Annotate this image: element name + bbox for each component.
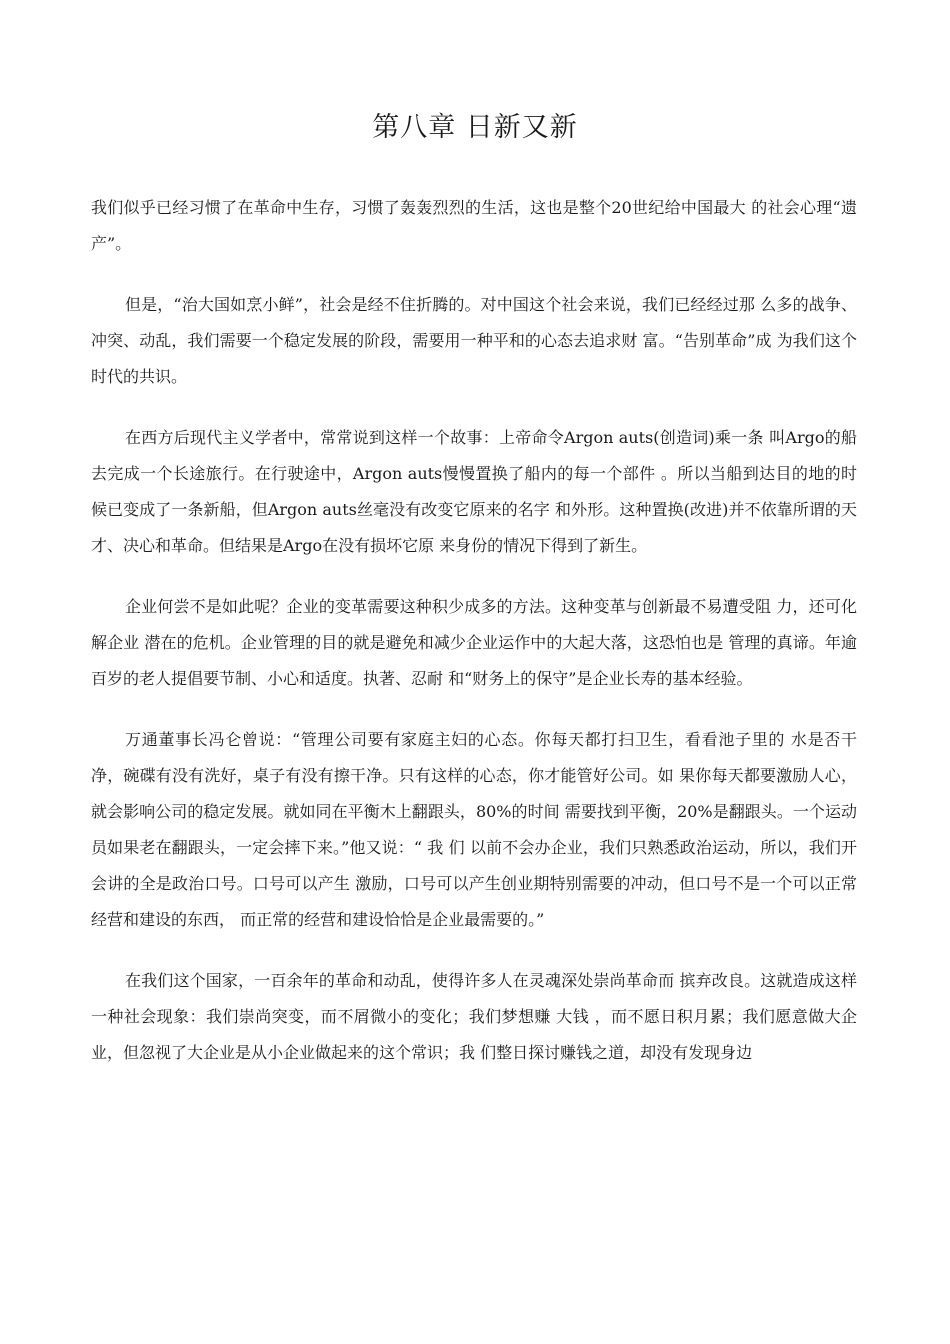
- paragraph-1: 我们似乎已经习惯了在革命中生存，习惯了轰轰烈烈的生活，这也是整个20世纪给中国最大 的社会心理“遗产”。: [91, 198, 857, 253]
- paragraph-4: 企业何尝不是如此呢？企业的变革需要这种积少成多的方法。这种变革与创新最不易遭受阻 力，还可化解企业 潜在的危机。企业管理的目的就是避免和减少企业运作中的大起大落，这恐怕也是 管理的真谛。年逾百岁的老人提倡要节制、小心和适度。执著、忍耐 和“财务上的保守”是企业长寿的基本经验。: [91, 597, 857, 688]
- paragraph-5: 万通董事长冯仑曾说：“管理公司要有家庭主妇的心态。你每天都打扫卫生，看看池子里的 水是否干净，碗碟有没有洗好，桌子有没有擦干净。只有这样的心态，你才能管好公司。如 果你每天都要激励人心，就会影响公司的稳定发展。就如同在平衡木上翻跟头，80%的时间 需要找到平衡，20%是翻跟头。一个运动员如果老在翻跟头，一定会摔下来。”他又说：“ 我 们 以前不会办企业，我们只熟悉政治运动，所以，我们开会讲的全是政治口号。口号可以产生 激励，口号可以产生创业期特别需要的冲动，但口号不是一个可以正常经营和建设的东西， 而正常的经营和建设恰恰是企业最需要的。”: [91, 730, 857, 929]
- paragraph-2: 但是，“治大国如烹小鲜”，社会是经不住折腾的。对中国这个社会来说，我们已经经过那 么多的战争、冲突、动乱，我们需要一个稳定发展的阶段，需要用一种平和的心态去追求财 富。“告别革命”成 为我们这个时代的共识。: [91, 295, 857, 386]
- paragraph-6: 在我们这个国家，一百余年的革命和动乱，使得许多人在灵魂深处崇尚革命而 摈弃改良。这就造成这样一种社会现象：我们崇尚突变，而不屑微小的变化；我们梦想赚 大钱 ，而不愿日积月累；我们愿意做大企业，但忽视了大企业是从小企业做起来的这个常识；我 们整日探讨赚钱之道，却没有发现身边: [91, 971, 857, 1062]
- paragraph-3: 在西方后现代主义学者中，常常说到这样一个故事：上帝命令Argon auts(创造词)乘一条 叫Argo的船去完成一个长途旅行。在行驶途中，Argon auts慢慢置换了船内的每一个部件 。所以当船到达目的地的时候已变成了一条新船，但Argon auts丝毫没有改变它原来的名字 和外形。这种置换(改进)并不依靠所谓的天才、决心和革命。但结果是Argo在没有损坏它原 来身份的情况下得到了新生。: [91, 428, 857, 555]
- chapter-title: 第八章 日新又新: [372, 112, 578, 143]
- body-text: [91, 190, 857, 1096]
